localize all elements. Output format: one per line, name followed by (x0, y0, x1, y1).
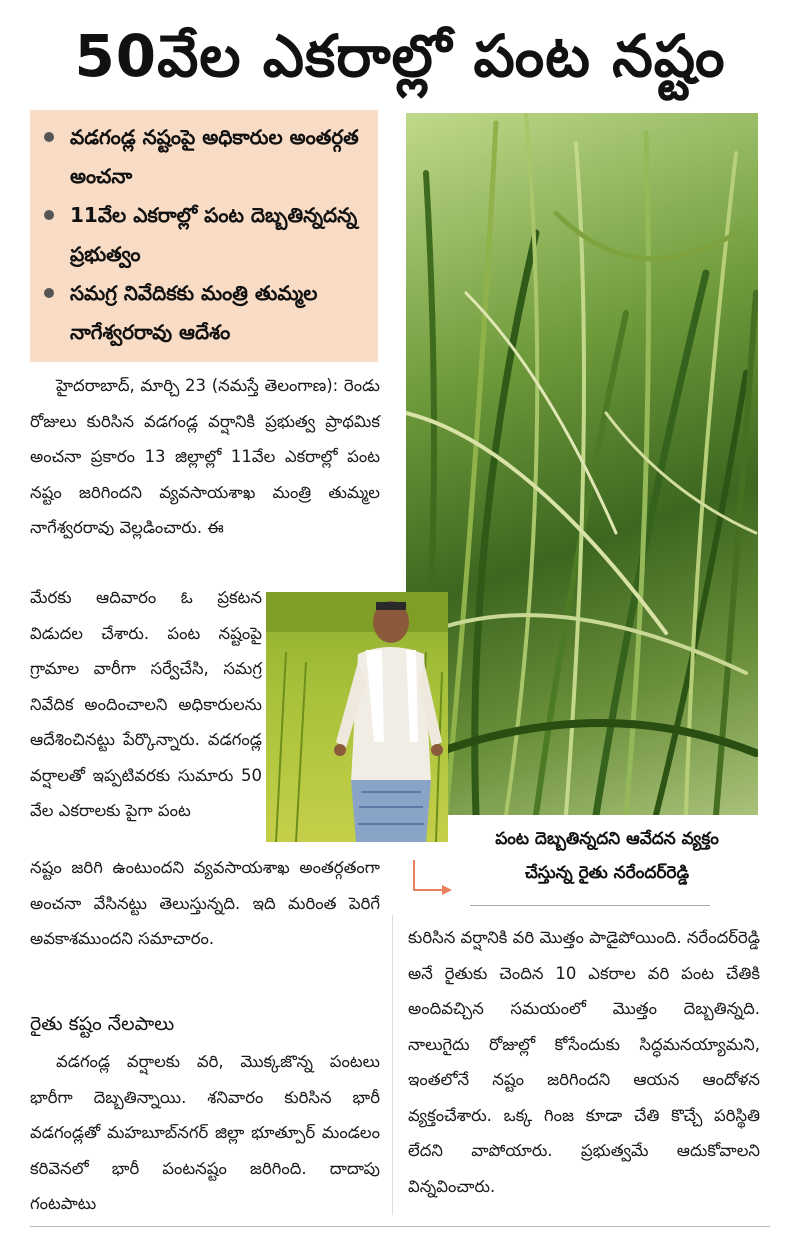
caption-arrow-icon (410, 860, 456, 898)
crop-illustration (406, 113, 758, 815)
caption-line: పంట దెబ్బతిన్నదని ఆవేదన వ్యక్తం (495, 829, 719, 849)
highlight-text: సమగ్ర నివేదికకు మంత్రి తుమ్మల నాగేశ్వరరావు ఆదేశం (70, 281, 318, 344)
body-paragraph (30, 368, 380, 546)
highlight-item (44, 196, 368, 274)
highlight-item (44, 118, 368, 196)
bullet-icon (44, 132, 54, 142)
photo-caption (454, 822, 760, 890)
section-subhead: రైతు కష్టం నేలపాలు (30, 1013, 175, 1035)
highlights-box (30, 110, 378, 362)
bottom-rule (30, 1226, 770, 1227)
body-paragraph-end: నష్టం జరిగి ఉంటుందని వ్యవసాయశాఖ అంతర్గతంగా అంచనా వేసినట్టు తెలుస్తున్నది. ఇది మరింత పెరిగే అవకాశముందని సమాచారం. (30, 858, 380, 948)
highlight-text: 11వేల ఎకరాల్లో పంట దెబ్బతిన్నదన్న ప్రభుత్వం (70, 203, 358, 266)
paragraph-text: హైదరాబాద్, మార్చి 23 (నమస్తే తెలంగాణ): రెండు రోజులు కురిసిన వడగండ్ల వర్షానికి ప్రభుత్వ ప్రాథమిక అంచనా ప్రకారం 13 జిల్లాల్లో 11వేల ఎకరాల్లో పంట నష్టం జరిగిందని వ్యవసాయశాఖ మంత్రి తుమ్మల నాగేశ్వరరావు వెల్లడించారు. ఈ (30, 376, 380, 537)
highlight-text: వడగండ్ల నష్టంపై అధికారుల అంతర్గత అంచనా (70, 125, 359, 188)
bullet-icon (44, 288, 54, 298)
paragraph-text: వడగండ్ల వర్షాలకు వరి, మొక్కజొన్న పంటలు భారీగా దెబ్బతిన్నాయి. శనివారం కురిసిన భారీ వడగండ్లతో మహబూబ్‌నగర్ జిల్లా భూత్పూర్ మండలం కరివెనలో భారీ పంటనష్టం జరిగింది. దాదాపు గంటపాటు (30, 1052, 380, 1213)
bullet-icon (44, 210, 54, 220)
body-paragraph-wrap: మేరకు ఆదివారం ఓ ప్రకటన విడుదల చేశారు. పంట నష్టంపై గ్రామాల వారీగా సర్వేచేసి, సమగ్ర నివేదిక అందించాలని అధికారులను ఆదేశించినట్టు పేర్కొన్నారు. వడగండ్ల వర్షాలతో ఇప్పటివరకు సుమారు 50 వేల ఎకరాలకు పైగా పంట (30, 588, 262, 820)
farmer-photo (266, 592, 448, 842)
column-divider (392, 915, 393, 1215)
section-paragraph (30, 1044, 380, 1222)
farmer-illustration (266, 592, 448, 842)
section-paragraph-continued: కురిసిన వర్షానికి వరి మొత్తం పాడైపోయింది. నరేందర్‌రెడ్డి అనే రైతుకు చెందిన 10 ఎకరాల వరి పంట చేతికి అందివచ్చిన సమయంలో మొత్తం దెబ్బతిన్నది. నాలుగైదు రోజుల్లో కోసేందుకు సిద్ధమనయ్యామని, ఇంతలోనే నష్టం జరిగిందని ఆయన ఆందోళన వ్యక్తంచేశారు. ఒక్క గింజ కూడా చేతి కొచ్చే పరిస్థితి లేదని వాపోయారు. ప్రభుత్వమే ఆదుకోవాలని విన్నవించారు. (408, 928, 760, 1196)
caption-line: చేస్తున్న రైతు నరేందర్‌రెడ్డి (524, 863, 690, 883)
headline: 50వేల ఎకరాల్లో పంట నష్టం (74, 22, 726, 90)
highlight-item (44, 274, 368, 352)
caption-rule (470, 905, 710, 906)
damaged-crop-photo (406, 113, 758, 815)
